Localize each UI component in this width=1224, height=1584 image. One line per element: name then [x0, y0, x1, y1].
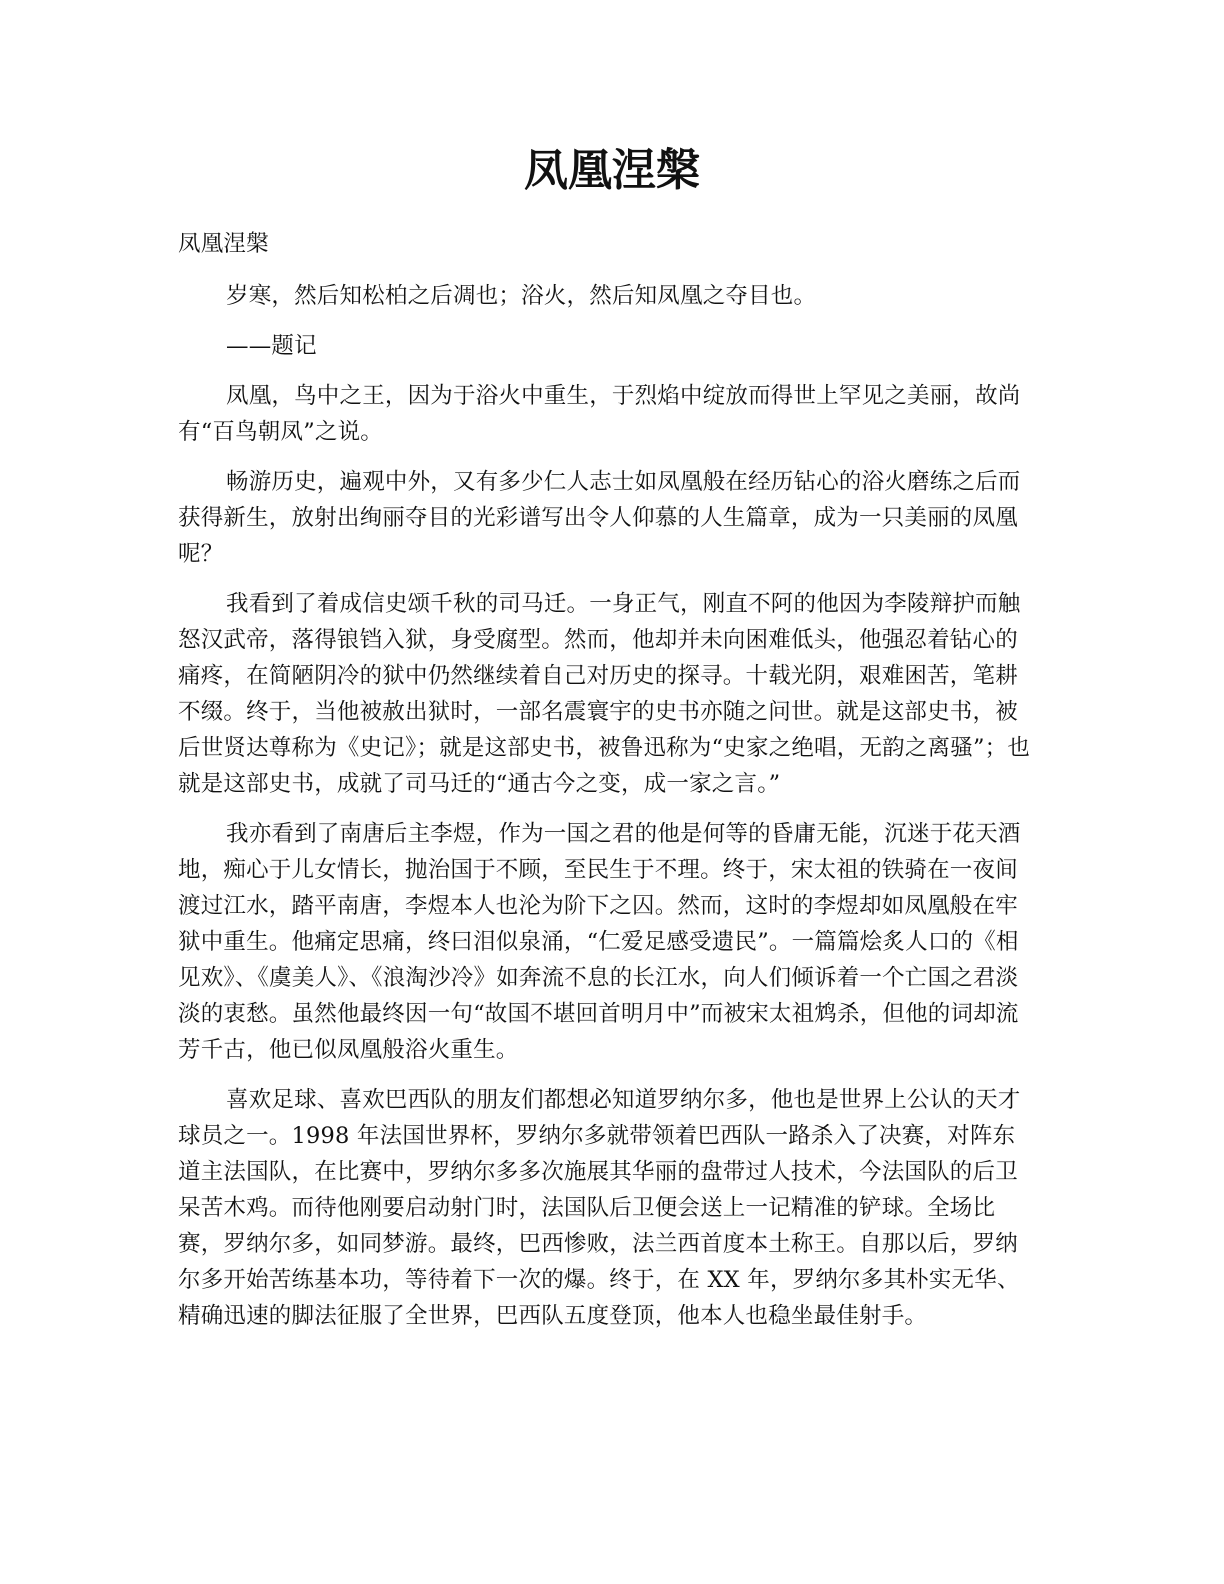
paragraph-history-intro: 畅游历史，遍观中外，又有多少仁人志士如凤凰般在经历钻心的浴火磨练之后而获得新生，放射出绚丽夺目的光彩谱写出令人仰慕的人生篇章，成为一只美丽的凤凰呢？: [178, 469, 1021, 567]
epigraph-attribution: ——题记: [226, 333, 317, 359]
body-heading: 凤凰涅槃: [178, 231, 269, 257]
document-body: [178, 226, 1036, 1348]
page-title: 凤凰涅槃: [524, 145, 700, 196]
paragraph-sima-qian: 我看到了着成信史颂千秋的司马迁。一身正气，刚直不阿的他因为李陵辩护而触怒汉武帝，落得锒铛入狱，身受腐型。然而，他却并未向困难低头，他强忍着钻心的痛疼，在简陋阴冷的狱中仍然继续着自己对历史的探寻。十载光阴，艰难困苦，笔耕不缀。终于，当他被赦出狱时，一部名震寰宇的史书亦随之问世。就是这部史书，被后世贤达尊称为《史记》；就是这部史书，被鲁迅称为“史家之绝唱，无韵之离骚”；也就是这部史书，成就了司马迁的“通古今之变，成一家之言。”: [178, 591, 1031, 797]
paragraph-li-yu: 我亦看到了南唐后主李煜，作为一国之君的他是何等的昏庸无能，沉迷于花天酒地，痴心于儿女情长，抛治国于不顾，至民生于不理。终于，宋太祖的铁骑在一夜间渡过江水，踏平南唐，李煜本人也沦为阶下之囚。然而，这时的李煜却如凤凰般在牢狱中重生。他痛定思痛，终曰泪似泉涌，“仁爱足感受遗民”。一篇篇烩炙人口的《相见欢》、《虞美人》、《浪淘沙冷》如奔流不息的长江水，向人们倾诉着一个亡国之君淡淡的衷愁。虽然他最终因一句“故国不堪回首明月中”而被宋太祖鸩杀，但他的词却流芳千古，他已似凤凰般浴火重生。: [178, 821, 1021, 1063]
paragraph-phoenix-intro: 凤凰，鸟中之王，因为于浴火中重生，于烈焰中绽放而得世上罕见之美丽，故尚有“百鸟朝凤”之说。: [178, 383, 1021, 445]
paragraph-ronaldo: 喜欢足球、喜欢巴西队的朋友们都想必知道罗纳尔多，他也是世界上公认的天才球员之一。1998 年法国世界杯，罗纳尔多就带领着巴西队一路杀入了决赛，对阵东道主法国队，在比赛中，罗纳尔多多次施展其华丽的盘带过人技术，今法国队的后卫呆苦木鸡。而待他刚要启动射门时，法国队后卫便会送上一记精准的铲球。全场比赛，罗纳尔多，如同梦游。最终，巴西惨败，法兰西首度本土称王。自那以后，罗纳尔多开始苦练基本功，等待着下一次的爆。终于，在 XX 年，罗纳尔多其朴实无华、精确迅速的脚法征服了全世界，巴西队五度登顶，他本人也稳坐最佳射手。: [178, 1087, 1021, 1329]
epigraph-text: 岁寒，然后知松柏之后凋也；浴火，然后知凤凰之夺目也。: [226, 283, 817, 309]
